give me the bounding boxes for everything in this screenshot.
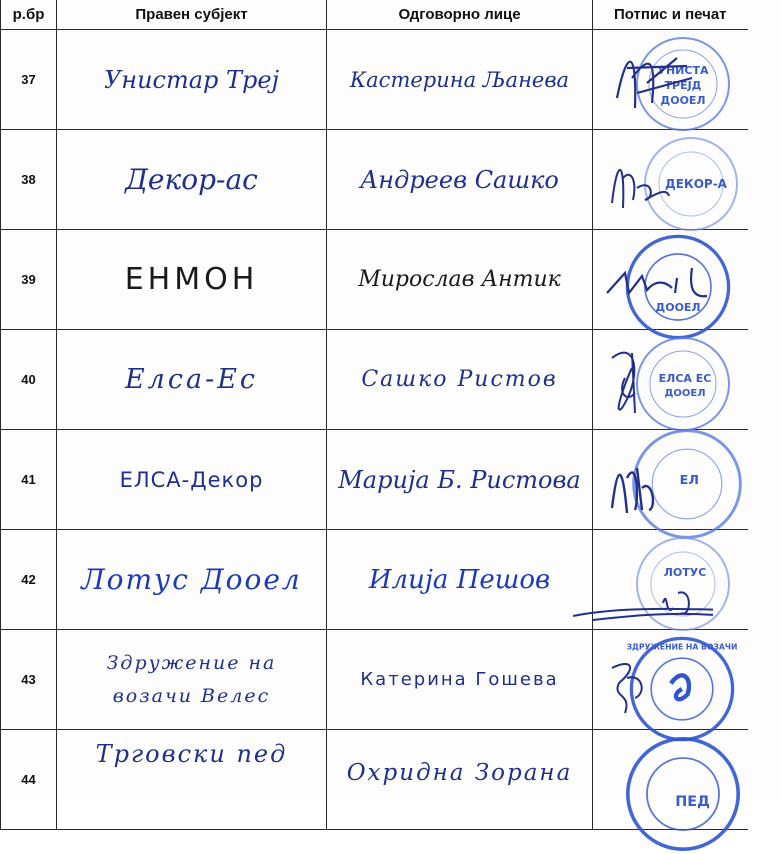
table-row: [1, 130, 748, 230]
row-number: 41: [1, 430, 57, 530]
signature-cell: [593, 730, 748, 830]
person-cell: [327, 430, 593, 530]
person-handwriting: Охридна Зорана: [346, 760, 573, 786]
table-row: [1, 330, 748, 430]
row-number: 44: [1, 730, 57, 830]
person-handwriting: Сашко Ристов: [361, 367, 558, 392]
person-handwriting: Илија Пешов: [368, 564, 551, 595]
signature-scribble-icon: [597, 338, 717, 422]
signature-scribble-icon: [597, 38, 717, 122]
entity-handwriting: Трговски пед: [95, 740, 288, 768]
person-handwriting: Мирослав Антик: [358, 267, 561, 292]
table-row: [1, 430, 748, 530]
table-row: [1, 730, 748, 830]
entity-handwriting: Унистар Треј: [103, 65, 280, 94]
seal-text: ЛОТУС: [663, 566, 707, 579]
row-number: 43: [1, 630, 57, 730]
signature-cell: [593, 30, 748, 130]
seal-text: ДЕКОР-А: [665, 177, 727, 191]
seal-text: УНИСТА: [657, 64, 709, 77]
row-number: 40: [1, 330, 57, 430]
entity-handwriting: Декор-ас: [125, 163, 258, 196]
person-handwriting: Катерина Гошева: [360, 669, 559, 690]
header-person: Одговорно лице: [327, 0, 593, 30]
entity-handwriting: ЕЛСА-Декор: [119, 467, 264, 492]
seal-text: ДООЕЛ: [664, 388, 706, 399]
person-cell: [327, 730, 593, 830]
entity-cell: [57, 730, 327, 830]
signature-scribble-icon: [597, 638, 717, 722]
row-number: 37: [1, 30, 57, 130]
signature-cell: [593, 230, 748, 330]
entity-handwriting: ЕНМОН: [124, 262, 259, 297]
person-handwriting: Андреев Сашко: [360, 165, 559, 194]
seal-text: ДООЕЛ: [655, 301, 701, 315]
entity-cell: [57, 230, 327, 330]
entity-cell: [57, 30, 327, 130]
seal-text: ЕЛ: [679, 473, 699, 488]
signature-cell: [593, 430, 748, 530]
header-entity: Правен субјект: [57, 0, 327, 30]
seal-text: ЕЛСА ЕС: [658, 372, 712, 385]
header-signature: Потпис и печат: [593, 0, 748, 30]
entity-cell: [57, 330, 327, 430]
person-cell: [327, 630, 593, 730]
signature-scribble-icon: [597, 438, 717, 522]
table-row: [1, 230, 748, 330]
seal-text: ДООЕЛ: [660, 94, 706, 107]
seal-text: ТРЕЈД: [664, 79, 702, 92]
seal-text: ЗДРУЖЕНИЕ НА ВОЗАЧИ: [627, 642, 737, 652]
person-handwriting: Кастерина Љанева: [349, 67, 570, 92]
person-cell: [327, 330, 593, 430]
entity-handwriting: Здружение на возачи Велес: [106, 652, 277, 707]
signature-scribble-icon: [597, 238, 717, 322]
person-handwriting: Марија Б. Ристова: [338, 465, 581, 494]
row-number: 38: [1, 130, 57, 230]
table-row: [1, 530, 748, 630]
header-row: [1, 0, 748, 30]
signature-cell: [593, 630, 748, 730]
entity-cell: [57, 630, 327, 730]
seal-text: ПЕД: [675, 794, 710, 810]
signature-cell: [593, 130, 748, 230]
entity-cell: [57, 430, 327, 530]
entity-handwriting: Лотус Дооел: [81, 563, 302, 596]
signature-scribble-icon: [553, 538, 713, 622]
entity-cell: [57, 530, 327, 630]
person-cell: [327, 230, 593, 330]
person-cell: [327, 130, 593, 230]
table-row: [1, 630, 748, 730]
entity-cell: [57, 130, 327, 230]
row-number: 42: [1, 530, 57, 630]
table-row: [1, 30, 748, 130]
entity-handwriting: Елса-Ес: [124, 364, 259, 395]
header-num: р.бр: [1, 0, 57, 30]
row-number: 39: [1, 230, 57, 330]
signature-cell: [593, 530, 748, 630]
signature-scribble-icon: [597, 138, 717, 222]
person-cell: [327, 30, 593, 130]
company-seal-icon: [623, 734, 743, 854]
signature-cell: [593, 330, 748, 430]
